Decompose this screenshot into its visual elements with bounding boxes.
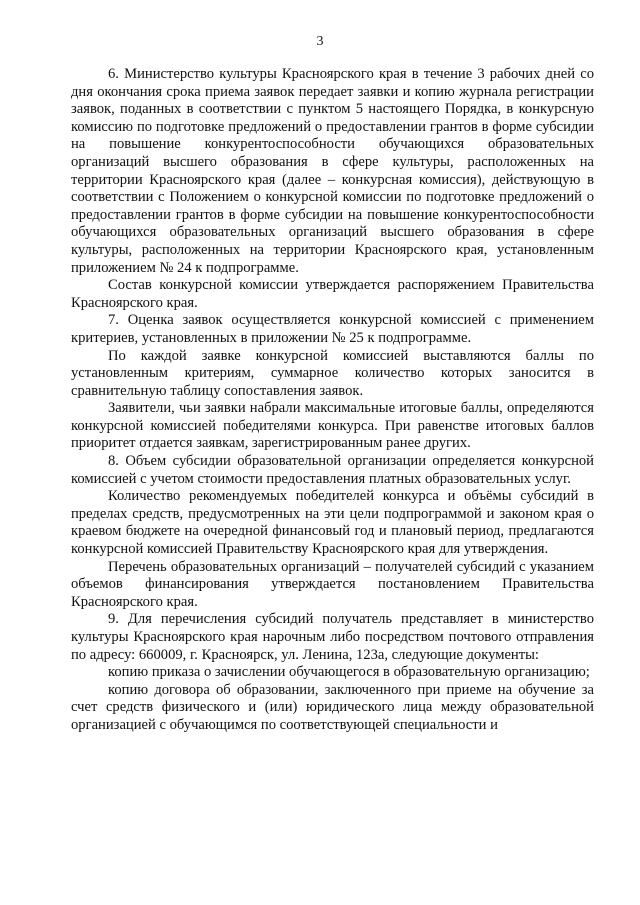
paragraph-winners-count: Количество рекомендуемых победителей конкурса и объёмы субсидий в пределах средств, предусмотренных на эти цели подпрограммой и законом края о краевом бюджете на очередной финансовый год и плановый период, предлагаются конкурсной комиссией Правительству Красноярского края для утверждения. xyxy=(71,488,594,558)
paragraph-8-item: 8. Объем субсидии образовательной организации определяется конкурсной комиссией с учетом стоимости предоставления платных образовательных услуг. xyxy=(71,453,594,487)
paragraph-6-item: 6. Министерство культуры Красноярского края в течение 3 рабочих дней со дня окончания срока приема заявок передает заявки и копию журнала регистрации заявок, поданных в соответствии с пунктом 5 настоящего Порядка, в конкурсную комиссию по подготовке предложений о предоставлении грантов в форме субсидии на повышение конкурентоспособности обучающихся образовательных организаций высшего образования в сфере культуры, расположенных на территории Красноярского края (далее – конкурсная комиссия), действующую в соответствии с Положением о конкурсной комиссии по подготовке предложений о предоставлении грантов в форме субсидии на повышение конкурентоспособности обучающихся образовательных организаций высшего образования в сфере культуры, расположенных на территории Красноярского края, установленным приложением № 24 к подпрограмме. xyxy=(71,66,594,276)
paragraph-scoring: По каждой заявке конкурсной комиссией выставляются баллы по установленным критериям, суммарное количество которых заносится в сравнительную таблицу сопоставления заявок. xyxy=(71,347,594,399)
paragraph-education-contract: копию договора об образовании, заключенного при приеме на обучение за счет средств физического и (или) юридического лица между образовательной организацией с обучающимся по соответствующей специальности и xyxy=(71,681,594,733)
paragraph-recipients-list: Перечень образовательных организаций – получателей субсидий с указанием объемов финансирования утверждается постановлением Правительства Красноярского края. xyxy=(71,558,594,610)
paragraph-commission-composition: Состав конкурсной комиссии утверждается распоряжением Правительства Красноярского края. xyxy=(71,277,594,311)
page-number: 3 xyxy=(316,34,324,49)
paragraph-winners: Заявители, чьи заявки набрали максимальные итоговые баллы, определяются конкурсной комиссией победителями конкурса. При равенстве итоговых баллов приоритет отдается заявкам, зарегистрированным ранее других. xyxy=(71,400,594,452)
paragraph-7-item: 7. Оценка заявок осуществляется конкурсной комиссией с применением критериев, установленных в приложении № 25 к подпрограмме. xyxy=(71,312,594,346)
document-body xyxy=(71,66,594,735)
paragraph-enrollment-order: копию приказа о зачислении обучающегося в образовательную организацию; xyxy=(108,664,590,681)
paragraph-9-item: 9. Для перечисления субсидий получатель представляет в министерство культуры Красноярского края нарочным либо посредством почтового отправления по адресу: 660009, г. Красноярск, ул. Ленина, 123а, следующие документы: xyxy=(71,611,594,663)
